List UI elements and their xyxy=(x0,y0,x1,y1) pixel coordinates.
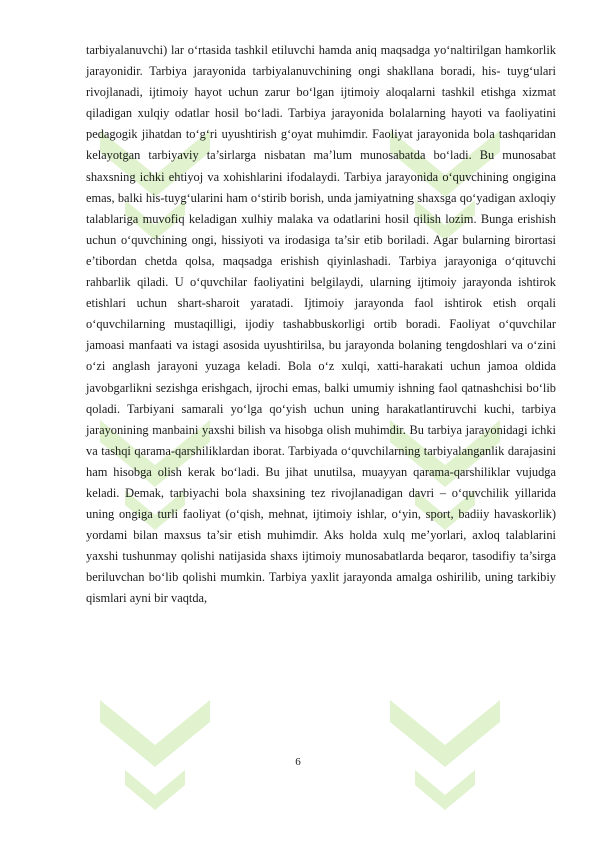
body-paragraph: tarbiyalanuvchi) lar oʻrtasida tashkil etiluvchi hamda aniq maqsadga yoʻnaltirilgan hamkorlik jarayonidir. Tarbiya jarayonida tarbiyalanuvchining ongi shakllana boradi, his- tuygʻulari rivojlanadi, ijtimoiy hayot uchun zarur boʻlgan ijtimoiy aloqalarni tashkil etishga xizmat qiladigan xulqiy odatlar hosil boʻladi. Tarbiya jarayonida bolalarning hayoti va faoliyatini pedagogik jihatdan toʻgʻri uyushtirish gʻoyat muhimdir. Faoliyat jarayonida bola tashqaridan kelayotgan tarbiyaviy ta’sirlarga nisbatan ma’lum munosabatda boʻladi. Bu munosabat shaxsning ichki ehtiyoj va xohishlarini ifodalaydi. Tarbiya jarayonida oʻquvchining ongigina emas, balki his-tuygʻularini ham oʻstirib borish, unda jamiyatning shaxsga qoʻyadigan axloqiy talablariga muvofiq keladigan xulhiy malaka va odatlarini hosil qilish lozim. Bunga erishish uchun oʻquvchining ongi, hissiyoti va irodasiga ta’sir etib boriladi. Agar bularning birortasi e’tibordan chetda qolsa, maqsadga erishish qiyinlashadi. Tarbiya jarayoniga oʻqituvchi rahbarlik qiladi. U oʻquvchilar faoliyatini belgilaydi, ularning ijtimoiy jarayonda ishtirok etishlari uchun shart-sharoit yaratadi. Ijtimoiy jarayonda faol ishtirok etish orqali oʻquvchilarning mustaqilligi, ijodiy tashabbuskorligi ortib boradi. Faoliyat oʻquvchilar jamoasi manfaati va istagi asosida uyushtirilsa, bu jarayonda bolaning tengdoshlari va oʻzini oʻzi anglash jarayoni yuzaga keladi. Bola oʻz xulqi, xatti-harakati uchun jamoa oldida javobgarlikni sezishga erishgach, ijrochi emas, balki umumiy ishning faol qatnashchisi boʻlib qoladi. Tarbiyani samarali yoʻlga qoʻyish uchun uning harakatlantiruvchi kuchi, tarbiya jarayonining manbaini yaxshi bilish va hisobga olish muhimdir. Bu tarbiya jarayonidagi ichki va tashqi qarama-qarshiliklardan iborat. Tarbiyada oʻquvchilarning tarbiyalanganlik darajasini ham hisobga olish kerak boʻladi. Bu jihat unutilsa, muayyan qarama-qarshiliklar vujudga keladi. Demak, tarbiyachi bola shaxsining tez rivojlanadigan davri – oʻquvchilik yillarida uning ongiga turli faoliyat (oʻqish, mehnat, ijtimoiy ishlar, oʻyin, sport, badiiy havaskorlik) yordami bilan maxsus ta’sir etish muhimdir. Aks holda xulq me’yorlari, axloq talablarini yaxshi tushunmay qolishi natijasida shaxs ijtimoiy munosabatlarda beqaror, tasodifiy ta’sirga beriluvchan boʻlib qolishi mumkin. Tarbiya yaxlit jarayonda amalga oshirilib, uning tarkibiy qismlari ayni bir vaqtda, xyxy=(86,43,556,606)
watermark-chevron xyxy=(100,700,210,810)
watermark-chevron xyxy=(390,700,500,810)
page-number: 6 xyxy=(295,756,301,768)
document-body xyxy=(86,40,556,610)
